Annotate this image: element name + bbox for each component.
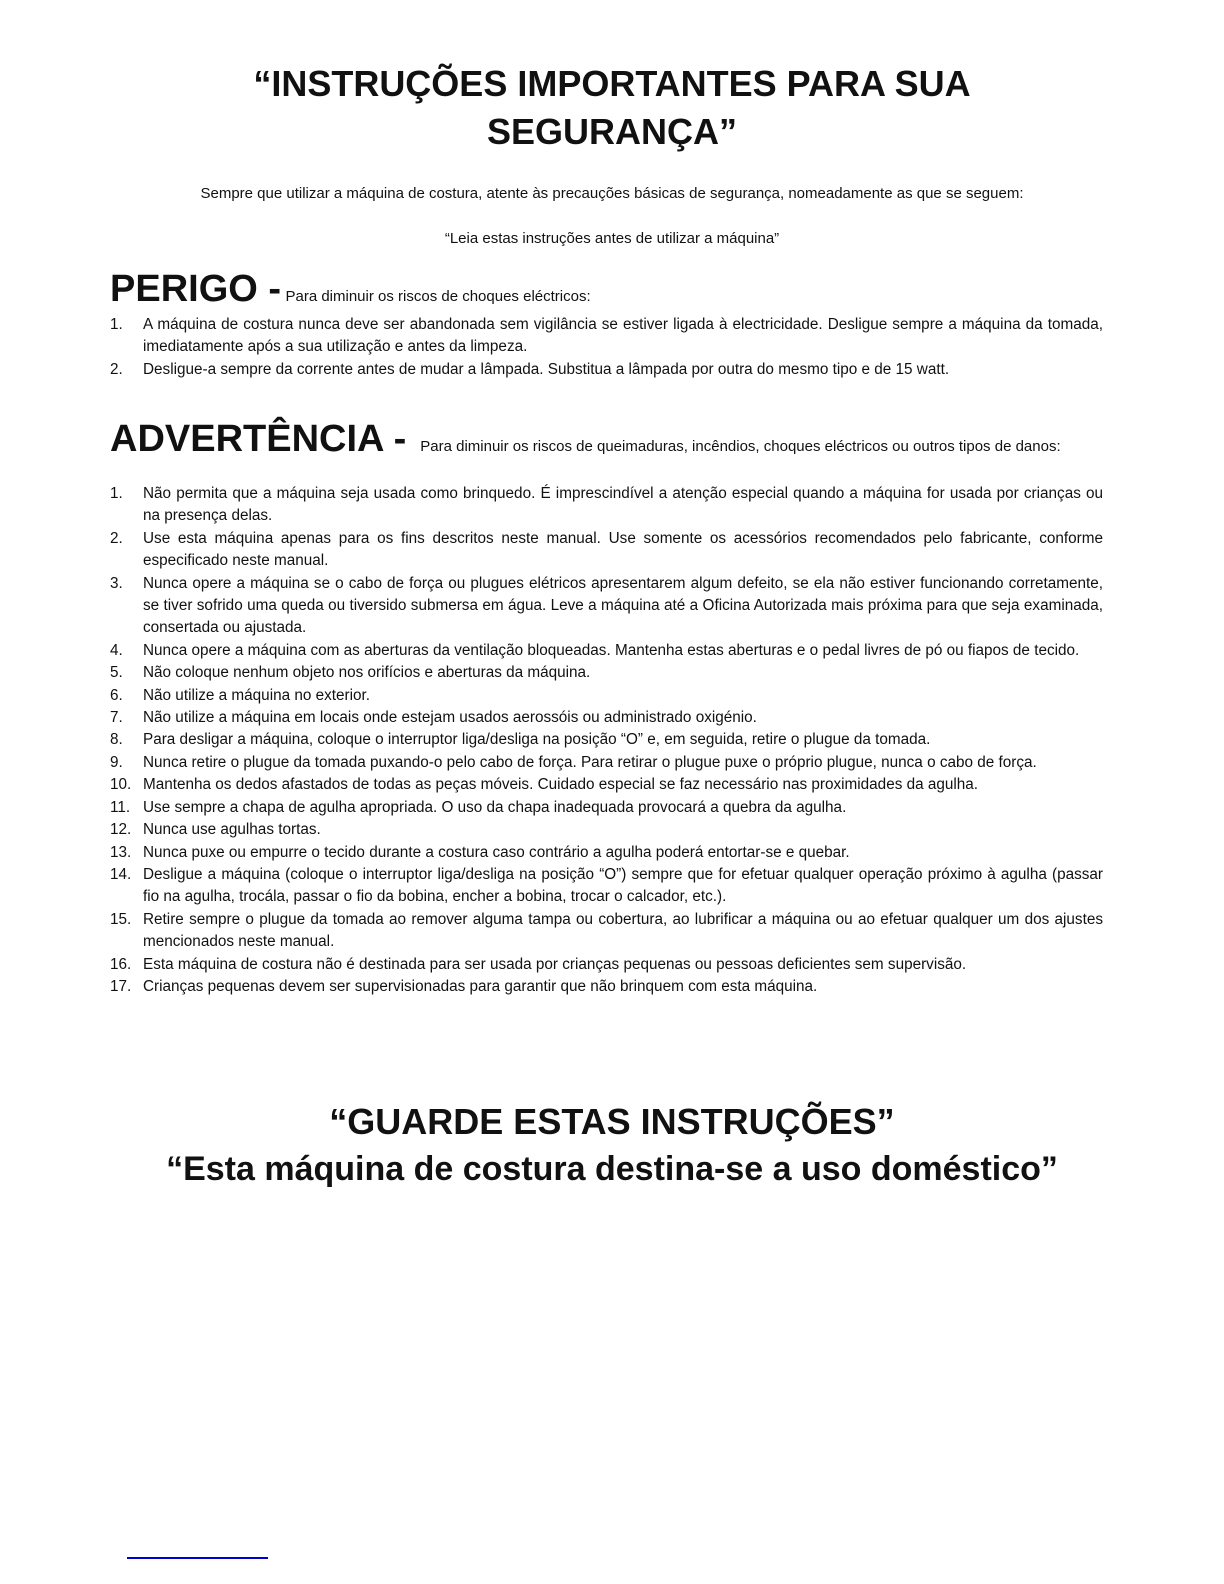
- list-item: [110, 573, 1103, 640]
- list-item: [110, 359, 1103, 381]
- item-text: Esta máquina de costura não é destinada para ser usada por crianças pequenas ou pessoas deficientes sem supervisão.: [143, 955, 967, 973]
- item-number: 1.: [110, 316, 123, 333]
- list-item: [110, 842, 1103, 864]
- item-number: 8.: [110, 731, 123, 749]
- footnote-divider: [127, 1557, 268, 1559]
- item-text: Não utilize a máquina no exterior.: [143, 686, 371, 704]
- item-text: Use esta máquina apenas para os fins descritos neste manual. Use somente os acessórios recomendados pelo fabricante, conforme especificado neste manual.: [143, 529, 1103, 570]
- danger-label: PERIGO -: [110, 268, 282, 310]
- item-number: 3.: [110, 574, 123, 592]
- danger-list: [110, 314, 1103, 381]
- item-number: 17.: [110, 977, 132, 995]
- item-number: 5.: [110, 664, 123, 682]
- item-text: Crianças pequenas devem ser supervisionadas para garantir que não brinquem com esta máquina.: [143, 977, 818, 995]
- item-text: Nunca puxe ou empurre o tecido durante a costura caso contrário a agulha poderá entortar-se e quebar.: [143, 843, 850, 861]
- title-line-1: “INSTRUÇÕES IMPORTANTES PARA SUA: [253, 63, 971, 104]
- list-item: [110, 640, 1103, 662]
- title-line-2: SEGURANÇA”: [486, 111, 737, 152]
- item-number: 2.: [110, 360, 123, 378]
- item-text: Use sempre a chapa de agulha apropriada. O uso da chapa inadequada provocará a quebra da agulha.: [143, 798, 847, 816]
- list-item: [110, 774, 1103, 796]
- item-text: Para desligar a máquina, coloque o interruptor liga/desliga na posição “O” e, em seguida, retire o plugue da tomada.: [143, 731, 931, 749]
- warning-list: [110, 483, 1103, 998]
- list-item: [110, 819, 1103, 841]
- item-number: 16.: [110, 955, 132, 973]
- list-item: [110, 976, 1103, 998]
- list-item: [110, 528, 1103, 573]
- item-number: 1.: [110, 485, 123, 502]
- item-number: 6.: [110, 686, 123, 704]
- item-number: 9.: [110, 753, 123, 771]
- read-note: “Leia estas instruções antes de utilizar a máquina”: [444, 230, 780, 247]
- item-number: 14.: [110, 865, 132, 883]
- danger-subtitle: Para diminuir os riscos de choques eléctricos:: [285, 288, 591, 305]
- list-item: [110, 954, 1103, 976]
- item-text: Mantenha os dedos afastados de todas as peças móveis. Cuidado especial se faz necessário nas proximidades da agulha.: [143, 776, 979, 794]
- list-item: [110, 662, 1103, 684]
- list-item: [110, 909, 1103, 954]
- item-number: 7.: [110, 709, 123, 727]
- item-text: Retire sempre o plugue da tomada ao remover alguma tampa ou cobertura, ao lubrificar a máquina ou ao efetuar qualquer um dos ajustes mencionados neste manual.: [143, 910, 1103, 951]
- warning-heading: [110, 418, 1103, 461]
- danger-heading: [110, 268, 1103, 311]
- item-text: Nunca use agulhas tortas.: [143, 821, 321, 839]
- item-number: 2.: [110, 529, 123, 547]
- item-text: Nunca opere a máquina com as aberturas da ventilação bloqueadas. Mantenha estas aberturas e o pedal livres de pó ou fiapos de tecido.: [143, 641, 1080, 659]
- item-text: Nunca opere a máquina se o cabo de força ou plugues elétricos apresentarem algum defeito, se ela não estiver funcionando corretamente, se tiver sofrido uma queda ou tiversido submersa em água. Leve a máquina até a Oficina Autorizada mais próxima para que seja examinada, consertada ou ajustada.: [143, 574, 1103, 637]
- list-item: [110, 864, 1103, 909]
- item-number: 11.: [110, 798, 131, 816]
- list-item: [110, 752, 1103, 774]
- list-item: [110, 314, 1103, 359]
- list-item: [110, 685, 1103, 707]
- item-text: Não permita que a máquina seja usada como brinquedo. É imprescindível a atenção especial quando a máquina for usada por crianças ou na presença delas.: [143, 485, 1103, 525]
- item-text: Desligue-a sempre da corrente antes de mudar a lâmpada. Substitua a lâmpada por outra do mesmo tipo e de 15 watt.: [143, 360, 950, 378]
- item-number: 15.: [110, 910, 132, 928]
- list-item: [110, 797, 1103, 819]
- item-number: 4.: [110, 641, 123, 659]
- list-item: [110, 707, 1103, 729]
- item-number: 10.: [110, 776, 132, 794]
- item-text: A máquina de costura nunca deve ser abandonada sem vigilância se estiver ligada à electricidade. Desligue sempre a máquina da tomada, imediatamente após a sua utilização e antes da limpeza.: [143, 316, 1103, 356]
- item-number: 12.: [110, 821, 132, 839]
- item-number: 13.: [110, 843, 132, 861]
- list-item: [110, 729, 1103, 751]
- item-text: Não utilize a máquina em locais onde estejam usados aerossóis ou administrado oxigénio.: [143, 709, 757, 727]
- item-text: Nunca retire o plugue da tomada puxando-o pelo cabo de força. Para retirar o plugue puxe o próprio plugue, nunca o cabo de força.: [143, 753, 1037, 771]
- intro-text: Sempre que utilizar a máquina de costura, atente às precauções básicas de segurança, nomeadamente as que se seguem:: [200, 185, 1024, 202]
- warning-label: ADVERTÊNCIA -: [110, 418, 407, 460]
- item-text: Desligue a máquina (coloque o interruptor liga/desliga na posição “O”) sempre que for efetuar qualquer operação próximo à agulha (passar fio na agulha, trocála, passar o fio da bobina, encher a bobina, trocar o calcador, etc.).: [143, 865, 1103, 906]
- footer-line-2: “Esta máquina de costura destina-se a uso doméstico”: [166, 1150, 1058, 1188]
- footer-line-1: “GUARDE ESTAS INSTRUÇÕES”: [329, 1101, 895, 1142]
- item-text: Não coloque nenhum objeto nos orifícios e aberturas da máquina.: [143, 664, 591, 682]
- list-item: [110, 483, 1103, 528]
- warning-subtitle: Para diminuir os riscos de queimaduras, incêndios, choques eléctricos ou outros tipos de danos:: [420, 438, 1061, 455]
